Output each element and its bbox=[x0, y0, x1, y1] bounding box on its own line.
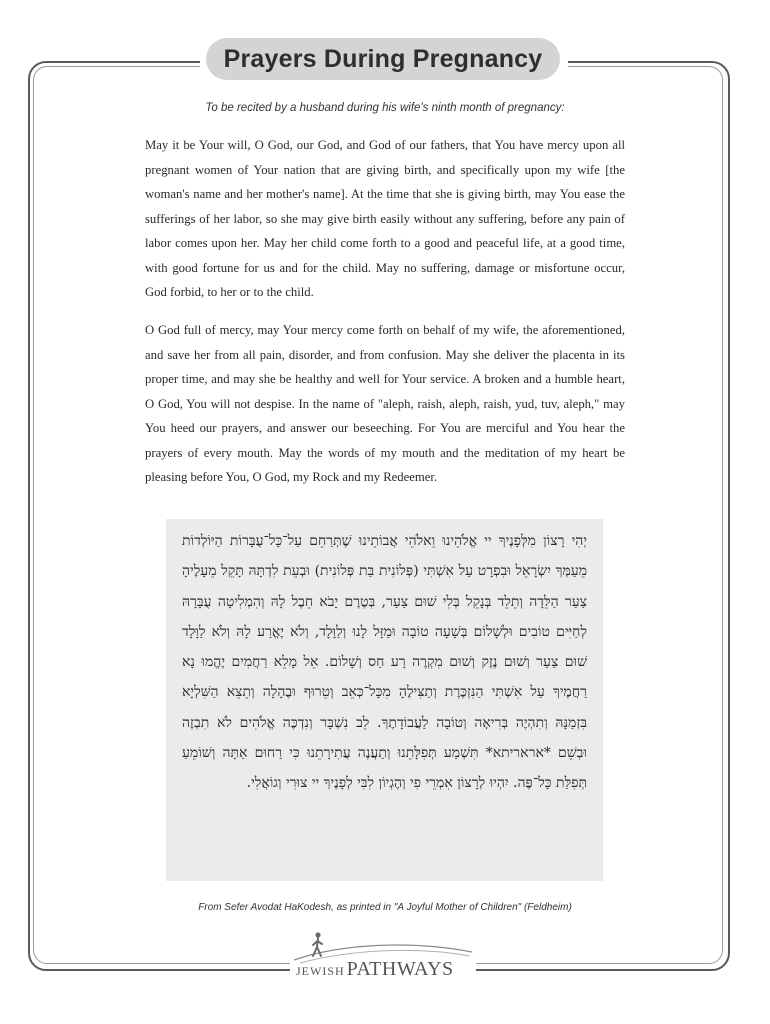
hebrew-prayer-text: יְהִי רָצוֹן מִלְּפָנֶיךָ יי אֱלֹהֵינוּ וֵאלֹהֵי אֲבוֹתֵינוּ שֶׁתְּרַחֵם עַל־כָּל־עֻבָּרוֹת הַיּוֹלְדוֹת מֵעַמְּךָ יִשְׂרָאֵל וּבִפְרָט עַל אִשְׁתִּי (פְּלוֹנִית בַּת פְּלוֹנִית) וּבְעֵת לִדְתָּהּ תָּקֵל מֵעָלֶיהָ צַעַר הַלֵּדָה וְתֵלֵד בְּנָקֵל בְּלִי שׁוּם צַעַר, בְּטֶרֶם יָבֹא חֵבֶל לָהּ וְהִמְלִיטָה עֻבָּרָהּ לְחַיִּים טוֹבִים וּלְשָׁלוֹם בְּשָׁעָה טוֹבָה וּמַזָּל לָנוּ וְלַוָּלָד, וְלֹא יֶאֱרַע לָהּ וְלֹא לַוָּלָד שׁוּם צַעַר וְשׁוּם נֶזֶק וְשׁוּם מִקְרֶה רָע חַס וְשָׁלוֹם. אֵל מָלֵא רַחֲמִים יֶהֱמוּ נָא רַחֲמֶיךָ עַל אִשְׁתִּי הַנִּזְכֶּרֶת וְתַצִּילֶהָ מִכָּל־כְּאֵב וְטֵרוּף וּבֶהָלָה וְתֵצֵא הַשִּׁלְיָא בִּזְמַנָּהּ וְתִהְיֶה בְּרִיאָה וְטוֹבָה לַעֲבוֹדָתֶךָ. לֵב נִשְׁבָּר וְנִדְכֶּה אֱלֹהִים לֹא תִבְזֶה וּבְשֵׁם *אראריתא* תִּשְׁמַע תְּפִלָּתֵנוּ וְתַעֲנֶה עֲתִירָתֵנוּ כִּי רַחוּם אַתָּה וְשׁוֹמֵעַ תְּפִלַּת כָּל־פֶּה. יִהְיוּ לְרָצוֹן אִמְרֵי פִי וְהֶגְיוֹן לִבִּי לְפָנֶיךָ יי צוּרִי וְגוֹאֲלִי. bbox=[182, 533, 587, 792]
logo-text-jewish: JEWISH bbox=[296, 964, 345, 978]
prayer-paragraph-2: O God full of mercy, may Your mercy come forth on behalf of my wife, the aforementioned, and save her from all pain, disorder, and from confusion. May she deliver the placenta in its proper time, and may she be healthy and well for Your service. A broken and a humble heart, O God, You will not despise. In the name of "aleph, raish, aleph, raish, yud, tuv, aleph," may You heed our prayers, and answer our beseeching. For You are merciful and You hear the prayers of every mouth. May the words of my mouth and the meditation of my heart be pleasing before You, O God, my Rock and my Redeemer. bbox=[145, 323, 625, 484]
logo-wordmark bbox=[296, 958, 454, 981]
logo-text-pathways: PATHWAYS bbox=[346, 958, 454, 980]
title-pill bbox=[206, 38, 560, 80]
page-subtitle: To be recited by a husband during his wife's ninth month of pregnancy: bbox=[205, 102, 565, 114]
title-banner bbox=[200, 38, 568, 82]
walking-figure-icon bbox=[310, 932, 326, 958]
prayer-paragraph-1: May it be Your will, O God, our God, and God of our fathers, that You have mercy upon all pregnant women of Your nation that are giving birth, and specifically upon my wife [the woman's name and her mother's name]. At the time that she is giving birth, may You ease the sufferings of her labor, so she may give birth easily without any suffering, before any pain of labor comes upon her. May her child come forth to a good and peaceful life, at a good time, with good fortune for us and for the child. May no suffering, damage or misfortune occur, God forbid, to her or to the child. bbox=[145, 138, 625, 299]
page-title: Prayers During Pregnancy bbox=[223, 44, 543, 73]
source-citation: From Sefer Avodat HaKodesh, as printed in "A Joyful Mother of Children" (Feldheim) bbox=[198, 902, 572, 913]
jewish-pathways-logo bbox=[290, 928, 476, 988]
